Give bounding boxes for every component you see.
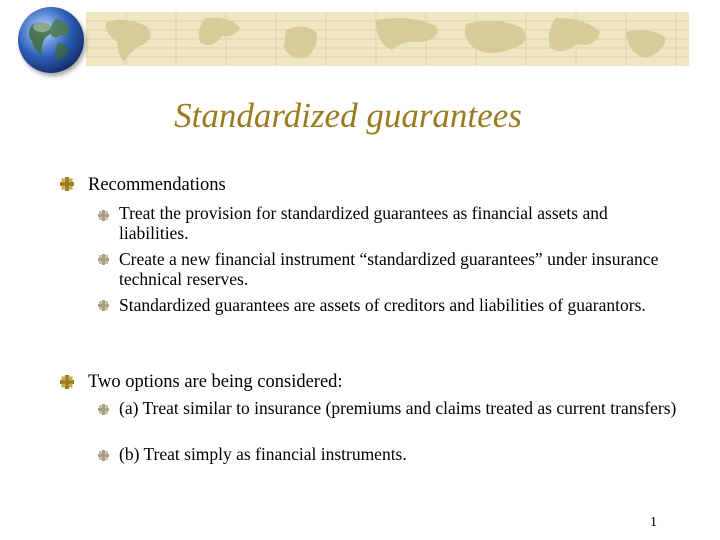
item-bullet-icon	[98, 404, 109, 415]
page-number: 1	[650, 515, 657, 530]
slide-title: Standardized guarantees	[174, 96, 522, 135]
list-item: Create a new financial instrument “standardized guarantees” under insurance technical reserves.	[119, 249, 659, 289]
list-item: Treat the provision for standardized guarantees as financial assets and liabilities.	[119, 203, 608, 243]
item-bullet-icon	[98, 300, 109, 311]
list-item: Standardized guarantees are assets of creditors and liabilities of guarantors.	[119, 295, 646, 315]
item-bullet-icon	[98, 210, 109, 221]
section-bullet-icon	[60, 177, 74, 191]
item-bullet-icon	[98, 254, 109, 265]
list-item: (b) Treat simply as financial instruments.	[119, 444, 407, 464]
section-heading: Two options are being considered:	[88, 372, 343, 392]
item-bullet-icon	[98, 450, 109, 461]
section-bullet-icon	[60, 375, 74, 389]
section-heading: Recommendations	[88, 175, 226, 195]
list-item: (a) Treat similar to insurance (premiums and claims treated as current transfers)	[119, 398, 677, 418]
